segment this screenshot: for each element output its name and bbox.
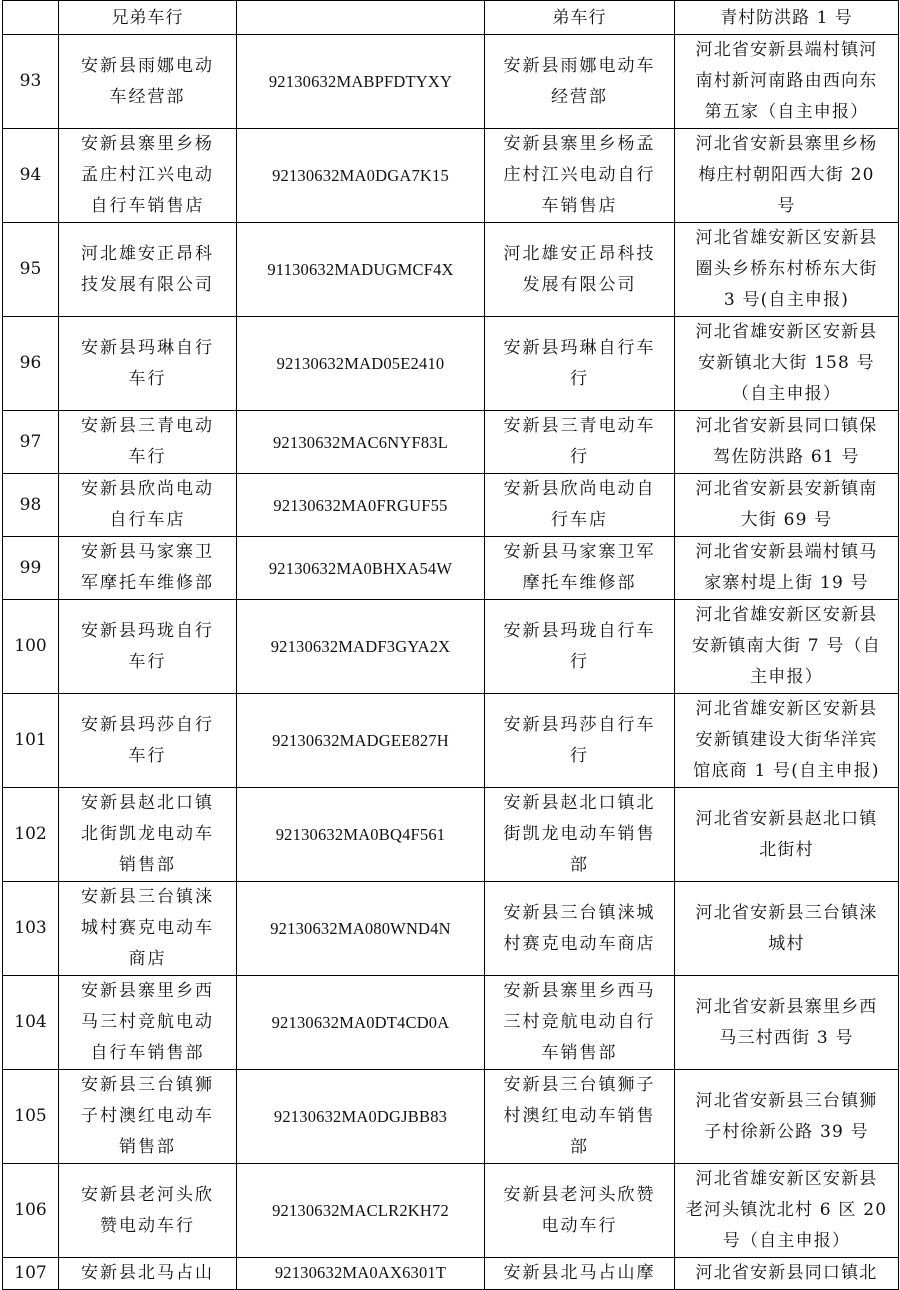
cell-line: 主申报） xyxy=(750,667,823,687)
cell-line: 大街 69 号 xyxy=(740,510,833,530)
cell-line: 马三村西街 3 号 xyxy=(719,1027,854,1048)
cell-line: 车行 xyxy=(128,651,167,672)
cell-line: 安新县欣尚电动自 xyxy=(503,479,656,499)
table-row xyxy=(3,1070,899,1164)
cell-line: 发展有限公司 xyxy=(522,274,637,295)
cell-line: 安新县玛莎自行车 xyxy=(503,714,656,735)
merchant-name-cell xyxy=(59,600,237,694)
cell-line: 北街凯龙电动车 xyxy=(81,824,214,844)
header-cell-name2: 弟车行 xyxy=(485,1,675,35)
table-row xyxy=(3,411,899,474)
cell-line: 车行 xyxy=(128,745,167,766)
row-number-cell: 105 xyxy=(3,1070,59,1164)
table-body xyxy=(3,1,899,1290)
cell-line: 圈头乡桥东村桥东大街 xyxy=(695,259,878,279)
cell-line: 河北省安新县三台镇狮 xyxy=(695,1090,878,1111)
cell-line: 驾佐防洪路 61 号 xyxy=(713,447,860,467)
cell-line: 河北省安新县同口镇北 xyxy=(695,1263,878,1283)
credit-code-cell: 92130632MA0DGJBB83 xyxy=(237,1070,485,1164)
row-number-cell: 103 xyxy=(3,882,59,976)
merchant-name-cell xyxy=(59,788,237,882)
cell-line: 安新县欣尚电动 xyxy=(81,479,214,499)
address-cell xyxy=(675,129,899,223)
credit-code-cell: 92130632MACLR2KH72 xyxy=(237,1164,485,1258)
credit-code-cell: 92130632MA0DT4CD0A xyxy=(237,976,485,1070)
cell-line: 家寨村堤上街 19 号 xyxy=(704,573,869,593)
merchant-name-cell xyxy=(59,537,237,600)
registered-name-cell xyxy=(485,976,675,1070)
cell-line: 子村徐新公路 39 号 xyxy=(704,1121,869,1142)
row-number-cell: 99 xyxy=(3,537,59,600)
address-cell xyxy=(675,35,899,129)
cell-line: 安新镇北大街 158 号 xyxy=(698,353,875,373)
header-cell-code xyxy=(237,1,485,35)
cell-line: 老河头镇沈北村 6 区 20 xyxy=(685,1200,888,1220)
cell-line: 摩托车维修部 xyxy=(522,573,637,593)
merchant-name-cell xyxy=(59,129,237,223)
address-cell xyxy=(675,223,899,317)
row-number-cell: 95 xyxy=(3,223,59,317)
cell-line: 安新县玛琳自行车 xyxy=(503,337,656,358)
merchant-name-cell xyxy=(59,35,237,129)
row-number-cell: 106 xyxy=(3,1164,59,1258)
cell-line: 安新县雨娜电动车 xyxy=(503,55,656,76)
cell-line: 安新县马家寨卫军 xyxy=(503,542,656,562)
cell-line: 车行 xyxy=(128,368,167,389)
header-cell-no xyxy=(3,1,59,35)
cell-line: 马三村竞航电动 xyxy=(81,1012,214,1032)
merchant-name-cell xyxy=(59,474,237,537)
row-number-cell: 93 xyxy=(3,35,59,129)
address-cell xyxy=(675,882,899,976)
cell-line: 经营部 xyxy=(551,86,608,107)
row-number-cell: 102 xyxy=(3,788,59,882)
cell-line: 安新县玛琳自行 xyxy=(81,337,214,358)
cell-line: 安新县寨里乡杨孟 xyxy=(503,134,656,154)
cell-line: 安新县北马占山摩 xyxy=(503,1263,656,1283)
cell-line: 自行车店 xyxy=(109,510,186,530)
address-cell xyxy=(675,976,899,1070)
cell-line: 安新县三台镇狮 xyxy=(81,1075,214,1095)
header-row xyxy=(3,1,899,35)
cell-line: 三村竞航电动自行 xyxy=(503,1012,656,1032)
cell-line: 安新县马家寨卫 xyxy=(81,542,214,562)
registered-name-cell xyxy=(485,223,675,317)
table-row xyxy=(3,600,899,694)
cell-line: 河北省雄安新区安新县 xyxy=(695,228,878,248)
cell-line: 安新县寨里乡西马 xyxy=(503,981,656,1001)
header-cell-addr: 青村防洪路 1 号 xyxy=(675,1,899,35)
cell-line: 自行车销售店 xyxy=(90,196,205,216)
cell-line: 部 xyxy=(570,1137,589,1157)
cell-line: 安新县三台镇涞 xyxy=(81,887,214,907)
merchant-name-cell xyxy=(59,694,237,788)
row-number-cell: 94 xyxy=(3,129,59,223)
address-cell xyxy=(675,694,899,788)
registered-name-cell xyxy=(485,129,675,223)
cell-line: 河北雄安正昂科 xyxy=(81,243,214,264)
cell-line: 安新县老河头欣 xyxy=(81,1184,214,1205)
cell-line: 安新县三台镇狮子 xyxy=(503,1075,656,1095)
address-cell xyxy=(675,411,899,474)
cell-line: 销售部 xyxy=(119,855,176,875)
registered-name-cell xyxy=(485,1164,675,1258)
cell-line: 安新县雨娜电动 xyxy=(81,55,214,76)
cell-line: 车销售部 xyxy=(541,1043,618,1063)
cell-line: 北街村 xyxy=(759,839,814,860)
cell-line: （自主申报） xyxy=(731,384,842,404)
merchant-name-cell xyxy=(59,976,237,1070)
cell-line: 赞电动车行 xyxy=(100,1215,195,1236)
credit-code-cell: 92130632MA080WND4N xyxy=(237,882,485,976)
table-row xyxy=(3,1164,899,1258)
cell-line: 河北省雄安新区安新县 xyxy=(695,699,878,719)
cell-line: 安新县赵北口镇北 xyxy=(503,793,656,813)
cell-line: 3 号(自主申报) xyxy=(723,290,850,310)
row-number-cell: 101 xyxy=(3,694,59,788)
credit-code-cell: 92130632MADF3GYA2X xyxy=(237,600,485,694)
cell-line: 河北省雄安新区安新县 xyxy=(695,322,878,342)
credit-code-cell: 92130632MA0AX6301T xyxy=(237,1258,485,1290)
cell-line: 安新县玛莎自行 xyxy=(81,714,214,735)
cell-line: 村赛克电动车商店 xyxy=(503,933,656,954)
cell-line: 河北省安新县赵北口镇 xyxy=(695,808,878,829)
cell-line: 安新镇建设大街华洋宾 xyxy=(695,730,878,750)
cell-line: 城村赛克电动车 xyxy=(81,918,214,938)
cell-line: 梅庄村朝阳西大街 20 xyxy=(698,165,875,185)
cell-line: 销售部 xyxy=(119,1137,176,1157)
cell-line: 行 xyxy=(570,447,589,467)
cell-line: 安新县北马占山 xyxy=(81,1263,214,1283)
cell-line: 河北省安新县寨里乡西 xyxy=(695,996,878,1017)
table-row xyxy=(3,474,899,537)
credit-code-cell: 92130632MAC6NYF83L xyxy=(237,411,485,474)
merchant-name-cell xyxy=(59,1164,237,1258)
credit-code-cell: 91130632MADUGMCF4X xyxy=(237,223,485,317)
credit-code-cell: 92130632MA0FRGUF55 xyxy=(237,474,485,537)
cell-line: 孟庄村江兴电动 xyxy=(81,165,214,185)
cell-line: 子村澳红电动车 xyxy=(81,1106,214,1126)
cell-line: 自行车销售部 xyxy=(90,1043,205,1063)
cell-line: 村澳红电动车销售 xyxy=(503,1106,656,1126)
registered-name-cell xyxy=(485,1070,675,1164)
cell-line: 车经营部 xyxy=(109,86,186,107)
credit-code-cell: 92130632MAD05E2410 xyxy=(237,317,485,411)
row-number-cell: 98 xyxy=(3,474,59,537)
cell-line: 安新镇南大街 7 号（自 xyxy=(691,636,882,656)
merchant-name-cell xyxy=(59,223,237,317)
cell-line: 安新县三台镇涞城 xyxy=(503,902,656,923)
address-cell xyxy=(675,600,899,694)
merchant-table xyxy=(2,0,899,1290)
cell-line: 河北省安新县安新镇南 xyxy=(695,479,878,499)
cell-line: 商店 xyxy=(128,949,167,969)
table-row xyxy=(3,317,899,411)
address-cell xyxy=(675,474,899,537)
credit-code-cell: 92130632MA0BQ4F561 xyxy=(237,788,485,882)
cell-line: 河北省安新县寨里乡杨 xyxy=(695,134,878,154)
row-number-cell: 96 xyxy=(3,317,59,411)
cell-line: 行 xyxy=(570,368,589,389)
cell-line: 行车店 xyxy=(551,510,608,530)
cell-line: 河北省安新县端村镇马 xyxy=(695,542,878,562)
merchant-name-cell xyxy=(59,317,237,411)
credit-code-cell: 92130632MABPFDTYXY xyxy=(237,35,485,129)
credit-code-cell: 92130632MA0BHXA54W xyxy=(237,537,485,600)
cell-line: 庄村江兴电动自行 xyxy=(503,165,656,185)
credit-code-cell: 92130632MADGEE827H xyxy=(237,694,485,788)
table-row xyxy=(3,788,899,882)
row-number-cell: 104 xyxy=(3,976,59,1070)
cell-line: 车行 xyxy=(128,447,167,467)
table-row xyxy=(3,882,899,976)
row-number-cell: 100 xyxy=(3,600,59,694)
address-cell xyxy=(675,1164,899,1258)
cell-line: 安新县寨里乡杨 xyxy=(81,134,214,154)
table-row xyxy=(3,223,899,317)
header-cell-name: 兄弟车行 xyxy=(59,1,237,35)
cell-line: 城村 xyxy=(768,933,805,954)
registered-name-cell xyxy=(485,537,675,600)
cell-line: 行 xyxy=(570,651,589,672)
address-cell xyxy=(675,1070,899,1164)
cell-line: 军摩托车维修部 xyxy=(81,573,214,593)
cell-line: 第五家（自主申报） xyxy=(704,102,869,122)
merchant-name-cell xyxy=(59,882,237,976)
cell-line: 安新县赵北口镇 xyxy=(81,793,214,813)
table-row xyxy=(3,35,899,129)
table-row xyxy=(3,694,899,788)
cell-line: 安新县三青电动车 xyxy=(503,416,656,436)
table-row xyxy=(3,129,899,223)
cell-line: 河北省安新县端村镇河 xyxy=(695,40,878,60)
address-cell xyxy=(675,537,899,600)
cell-line: 技发展有限公司 xyxy=(81,274,214,295)
registered-name-cell xyxy=(485,35,675,129)
cell-line: 安新县玛珑自行 xyxy=(81,620,214,641)
registered-name-cell xyxy=(485,882,675,976)
cell-line: 安新县寨里乡西 xyxy=(81,981,214,1001)
table-row xyxy=(3,537,899,600)
cell-line: 南村新河南路由西向东 xyxy=(695,71,878,91)
cell-line: 安新县老河头欣赞 xyxy=(503,1184,656,1205)
cell-line: 行 xyxy=(570,745,589,766)
cell-line: 河北省雄安新区安新县 xyxy=(695,1169,878,1189)
cell-line: 车销售店 xyxy=(541,196,618,216)
table-row xyxy=(3,976,899,1070)
cell-line: 街凯龙电动车销售 xyxy=(503,824,656,844)
credit-code-cell: 92130632MA0DGA7K15 xyxy=(237,129,485,223)
address-cell xyxy=(675,317,899,411)
registered-name-cell xyxy=(485,694,675,788)
registered-name-cell xyxy=(485,600,675,694)
cell-line: 河北省雄安新区安新县 xyxy=(695,605,878,625)
cell-line: 河北省安新县同口镇保 xyxy=(695,416,878,436)
cell-line: 部 xyxy=(570,855,589,875)
merchant-name-cell xyxy=(59,1070,237,1164)
cell-line: 安新县玛珑自行车 xyxy=(503,620,656,641)
merchant-name-cell xyxy=(59,411,237,474)
cell-line: 河北省安新县三台镇涞 xyxy=(695,902,878,923)
row-number-cell: 97 xyxy=(3,411,59,474)
cell-line: 号 xyxy=(777,196,796,216)
cell-line: 号（自主申报） xyxy=(722,1231,851,1251)
registered-name-cell xyxy=(485,317,675,411)
address-cell xyxy=(675,788,899,882)
row-number-cell: 107 xyxy=(3,1258,59,1290)
registered-name-cell xyxy=(485,788,675,882)
cell-line: 安新县三青电动 xyxy=(81,416,214,436)
registered-name-cell xyxy=(485,474,675,537)
cell-line: 电动车行 xyxy=(541,1215,618,1236)
registered-name-cell xyxy=(485,411,675,474)
cell-line: 河北雄安正昂科技 xyxy=(503,243,656,264)
cell-line: 馆底商 1 号(自主申报) xyxy=(693,761,880,781)
